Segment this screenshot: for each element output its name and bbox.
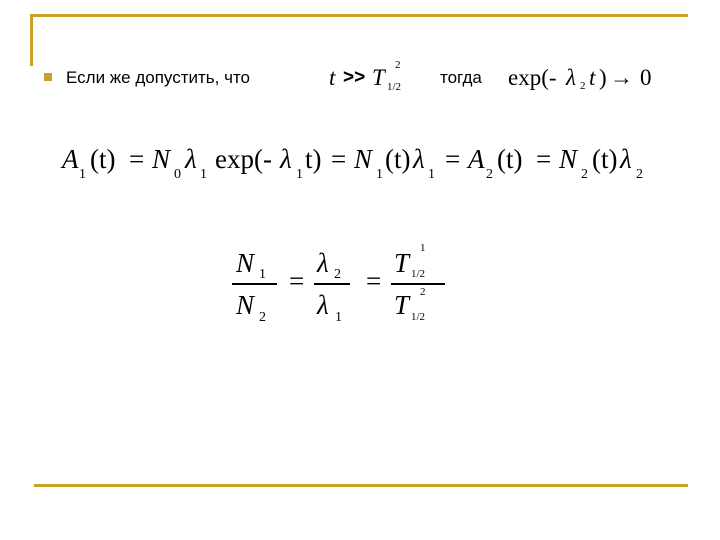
eq1-N2-sub: 2 <box>581 167 588 182</box>
condition-much-greater: >> <box>343 67 366 88</box>
eq2-den-N: N <box>236 290 255 320</box>
eq2-den-lambda: λ <box>317 290 329 320</box>
eq1-lambda: λ <box>185 144 197 174</box>
fraction-bar-3 <box>391 283 445 285</box>
eq2-num-N: N <box>236 248 255 278</box>
eq2-den-T: T <box>394 290 410 320</box>
eq2-den-N-sub: 2 <box>259 310 266 325</box>
eq1-N: N <box>152 144 171 174</box>
eq1-lambda-3: λ <box>620 144 632 174</box>
eq1-lambda-3-sub: 2 <box>636 167 643 182</box>
eq1-A2-sub: 2 <box>486 167 493 182</box>
eq1-t-paren-3: (t) <box>497 144 523 174</box>
fraction-bar-2 <box>314 283 350 285</box>
condition-T-sup: 2 <box>395 59 401 71</box>
eq1-t-close: t) <box>305 144 322 174</box>
eq2-num-lambda: λ <box>317 248 329 278</box>
eq1-t-paren-4: (t) <box>592 144 618 174</box>
eq1-exp: exp(- <box>215 144 272 174</box>
eq1-lambda-2: λ <box>413 144 425 174</box>
condition-T-sub: 1/2 <box>387 81 402 93</box>
eq2-num-lambda-sub: 2 <box>334 267 341 282</box>
eq2-num-T-sub: 1/2 <box>411 268 426 280</box>
eq2-equals-2: = <box>366 266 382 296</box>
eq1-exp-lambda: λ <box>280 144 292 174</box>
accent-rule-top <box>30 14 688 17</box>
eq2-num-N-sub: 1 <box>259 267 266 282</box>
eq1-t-paren: (t) <box>90 144 116 174</box>
accent-rule-vertical <box>30 14 33 66</box>
eq1-N-sub: 0 <box>174 167 181 182</box>
eq1-A-sub: 1 <box>79 167 86 182</box>
eq2-den-T-sub: 1/2 <box>411 311 426 323</box>
exp-t: t <box>589 65 596 90</box>
eq1-equals-3: = <box>445 144 461 174</box>
eq1-N1: N <box>354 144 373 174</box>
eq1-N1-sub: 1 <box>376 167 383 182</box>
exp-close: ) <box>599 65 607 90</box>
eq1-equals-2: = <box>331 144 347 174</box>
bullet-square-icon <box>44 73 52 81</box>
eq1-lambda-2-sub: 1 <box>428 167 435 182</box>
eq1-equals-4: = <box>536 144 552 174</box>
condition-T: T <box>372 65 385 90</box>
eq1-t-paren-2: (t) <box>385 144 411 174</box>
bullet-text-before: Если же допустить, что <box>66 68 251 87</box>
eq1-equals: = <box>129 144 145 174</box>
bullet-text-after: тогда <box>440 68 482 87</box>
eq2-equals-1: = <box>289 266 305 296</box>
exp-lambda-sub: 2 <box>580 80 586 92</box>
exp-lambda: λ <box>566 65 576 90</box>
eq1-N2: N <box>559 144 578 174</box>
eq2-num-T: T <box>394 248 410 278</box>
eq2-den-T-sup: 2 <box>420 286 426 298</box>
eq2-den-lambda-sub: 1 <box>335 310 342 325</box>
condition-t: t <box>329 65 336 90</box>
eq1-A2: A <box>468 144 485 174</box>
accent-rule-bottom <box>34 484 688 487</box>
fraction-bar-1 <box>232 283 277 285</box>
eq1-A: A <box>62 144 79 174</box>
limit-zero: 0 <box>640 65 652 90</box>
exp-head: exp(- <box>508 65 557 90</box>
eq1-exp-lambda-sub: 1 <box>296 167 303 182</box>
eq2-num-T-sup: 1 <box>420 242 426 254</box>
arrow-symbol: → <box>610 65 633 90</box>
eq1-lambda-sub: 1 <box>200 167 207 182</box>
